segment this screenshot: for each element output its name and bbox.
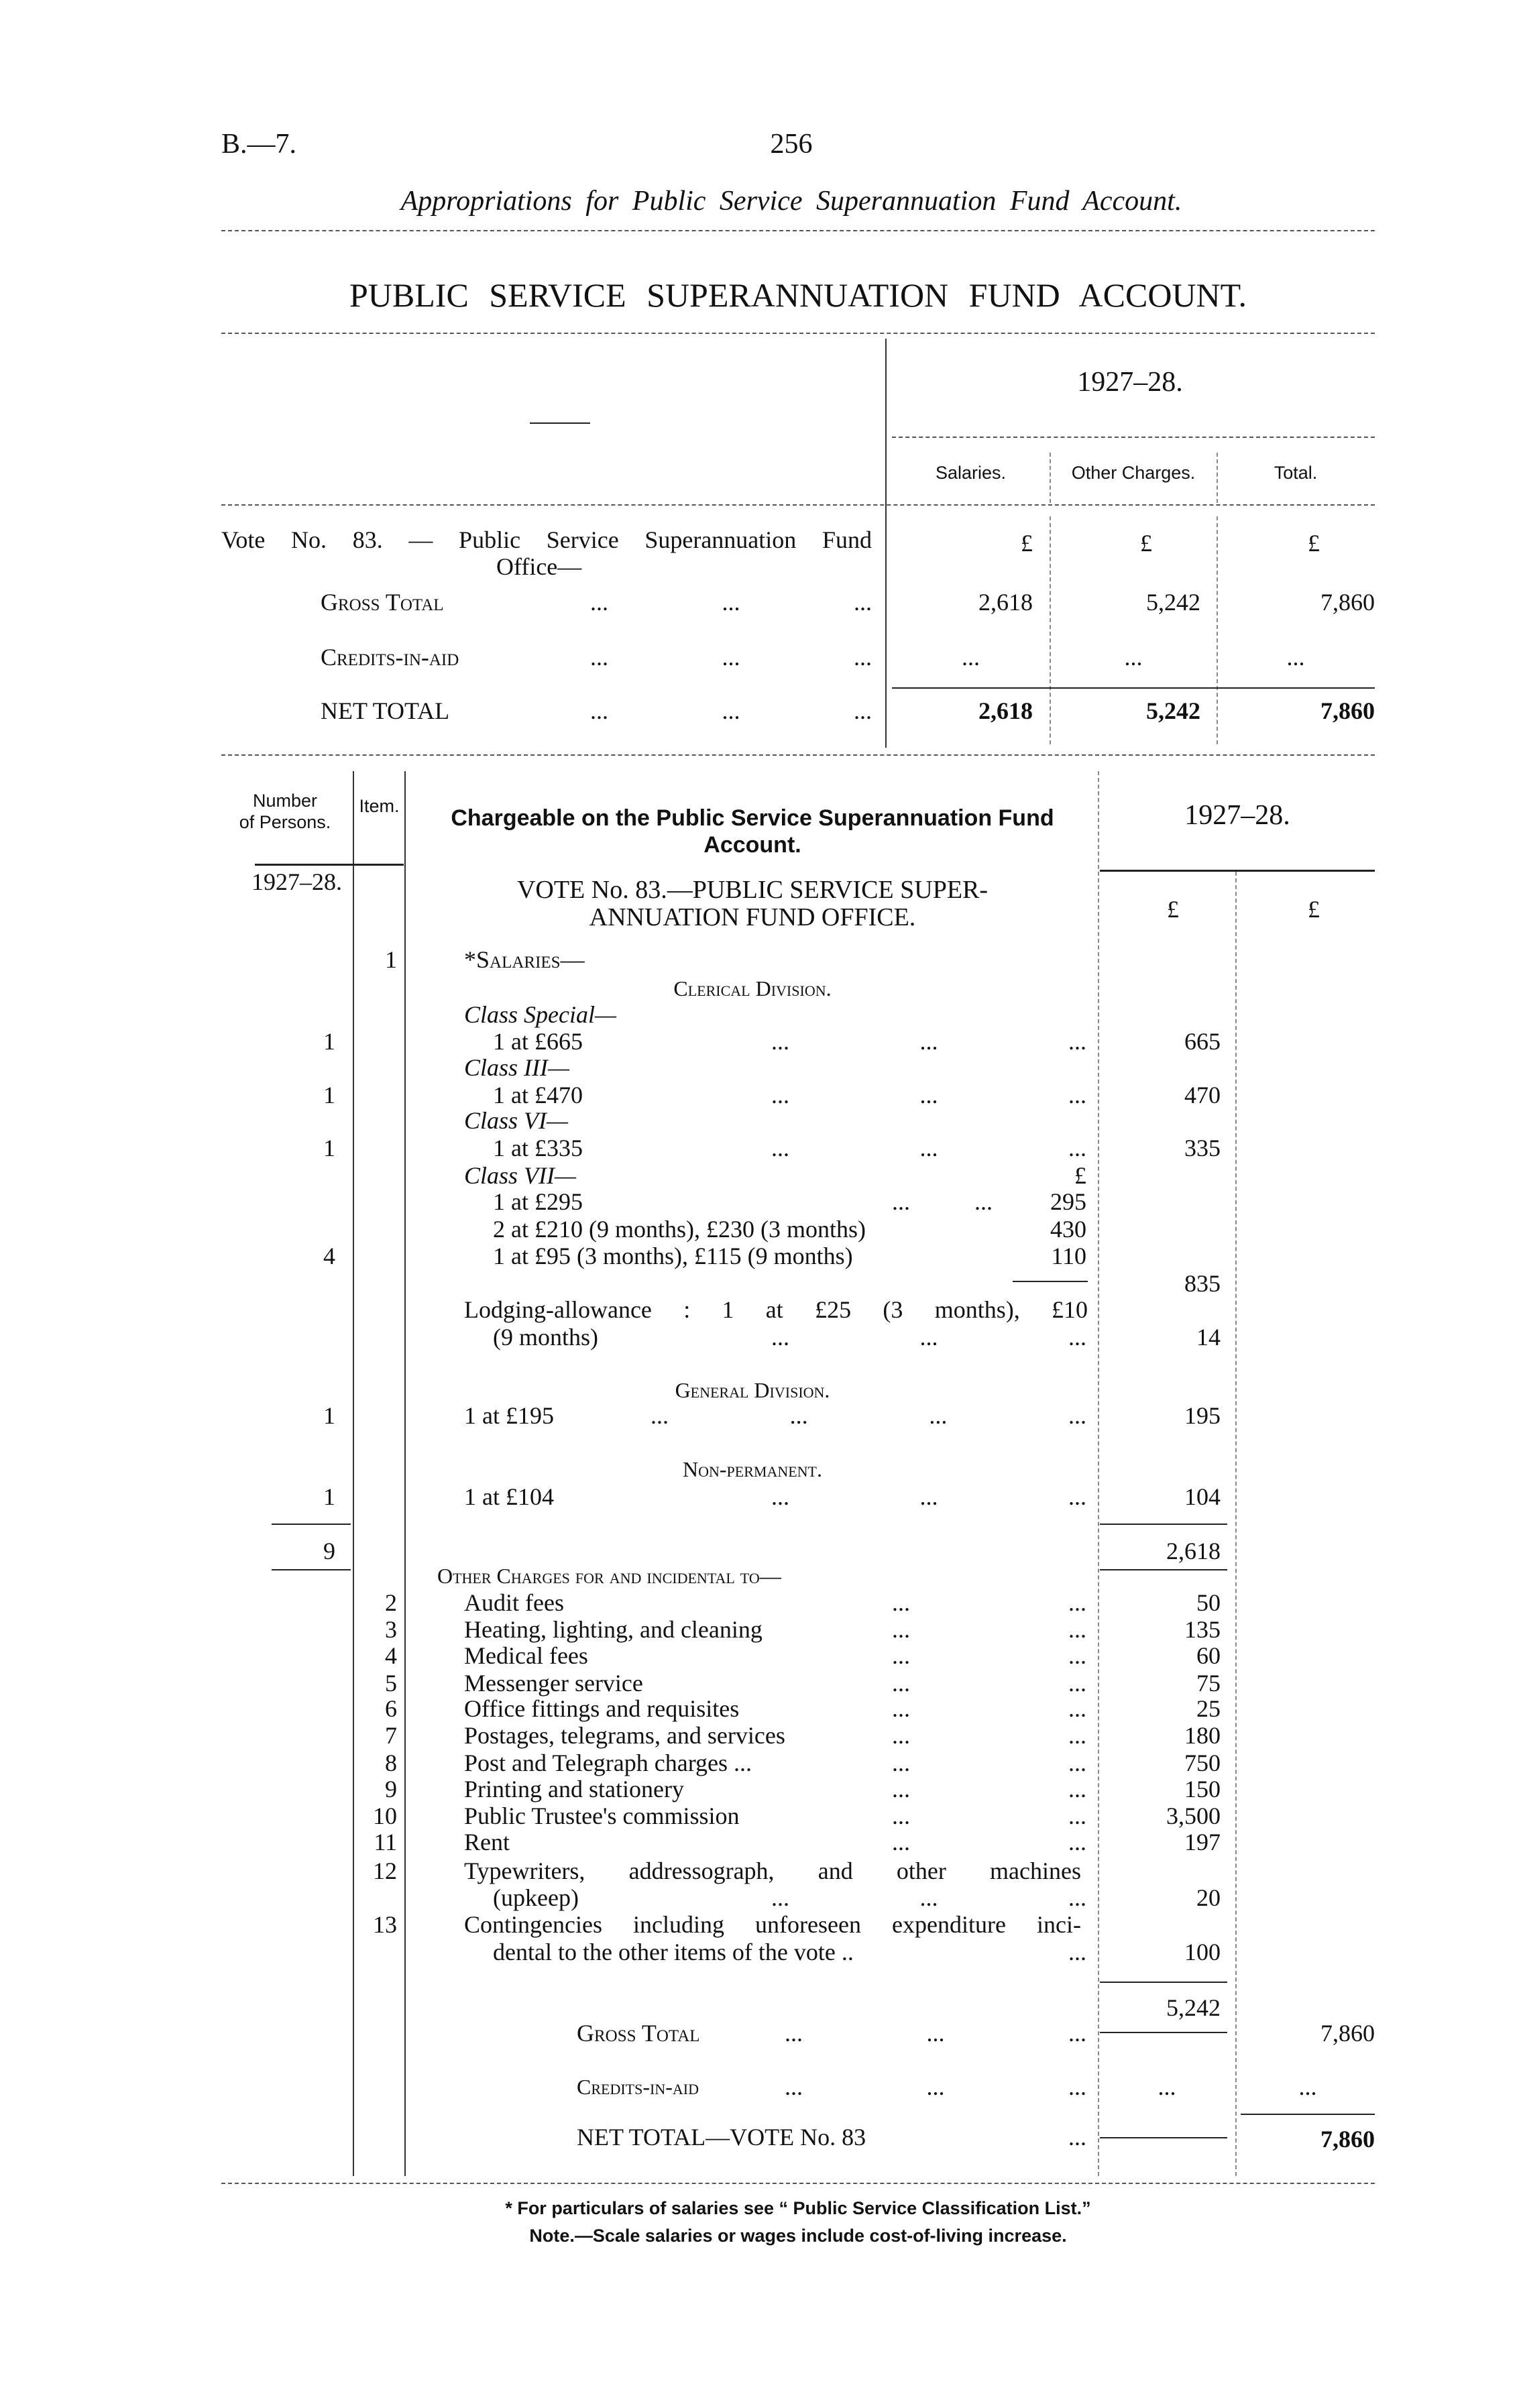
persons-count: 4 — [323, 1243, 335, 1269]
other-charge-label-cont: (upkeep) — [493, 1884, 579, 1911]
footnote-note: Note.—Scale salaries or wages include cost-of-living increase. — [529, 2226, 1067, 2246]
other-charge-label: Heating, lighting, and cleaning — [464, 1616, 763, 1643]
salaries-total: 2,618 — [1166, 1538, 1221, 1564]
salary-line: 1 at £95 (3 months), £115 (9 months) — [493, 1243, 853, 1269]
other-charge-label: Public Trustee's commission — [464, 1802, 740, 1829]
other-charge-label: Contingencies including unforeseen expenditure inci- — [464, 1911, 1081, 1938]
amount: 665 — [1184, 1028, 1221, 1055]
item-number: 13 — [373, 1911, 397, 1938]
item-number: 6 — [385, 1695, 397, 1722]
salary-line: 1 at £665 — [493, 1028, 583, 1055]
net-total: 7,860 — [1320, 697, 1375, 724]
dash-mark — [530, 422, 590, 424]
clerical-division-heading: Clerical Division. — [673, 976, 832, 1000]
subtotal-rule — [272, 1524, 351, 1525]
net-total-label: NET TOTAL—VOTE No. 83 — [577, 2124, 866, 2151]
non-permanent-heading: Non-permanent. — [683, 1457, 822, 1481]
sub-amount: 430 — [1050, 1216, 1086, 1243]
amount: 470 — [1184, 1082, 1221, 1108]
leader-dots — [590, 644, 872, 671]
col-header-other-charges: Other Charges. — [1071, 463, 1196, 483]
item-number: 2 — [385, 1589, 397, 1616]
divider — [892, 437, 1375, 438]
item-number: 7 — [385, 1722, 397, 1749]
amount: 135 — [1184, 1616, 1221, 1643]
leader-dots — [892, 1776, 1086, 1802]
salary-line: 1 at £335 — [493, 1135, 583, 1161]
amount: 100 — [1184, 1939, 1221, 1965]
col-header-total: Total. — [1274, 463, 1318, 483]
total-rule — [1241, 2114, 1375, 2115]
item-number: 9 — [385, 1776, 397, 1802]
vote-title-2: ANNUATION FUND OFFICE. — [589, 903, 916, 931]
detail-year: 1927–28. — [1184, 800, 1290, 831]
column-divider — [404, 771, 406, 2176]
column-divider — [1217, 516, 1218, 744]
total-rule — [1100, 2032, 1227, 2033]
leader-dots — [892, 1802, 1086, 1829]
page-heading: PUBLIC SERVICE SUPERANNUATION FUND ACCOUNT. — [349, 276, 1247, 314]
amount: 104 — [1184, 1483, 1221, 1510]
running-title: Appropriations for Public Service Superannuation Fund Account. — [400, 186, 1182, 217]
amount: 60 — [1196, 1642, 1221, 1669]
net-total-label: NET TOTAL — [321, 697, 450, 724]
divider — [221, 230, 1375, 231]
credits-total: ... — [1286, 644, 1305, 671]
credits-label: Credits-in-aid — [321, 644, 459, 671]
credits-col1: ... — [1158, 2073, 1176, 2100]
leader-dots — [892, 1616, 1086, 1643]
total-rule — [272, 1569, 351, 1570]
amount: 75 — [1196, 1670, 1221, 1697]
currency-sub: £ — [1074, 1162, 1086, 1189]
leader-dots — [892, 1589, 1086, 1616]
column-divider — [1098, 771, 1099, 2176]
gross-total: 7,860 — [1320, 2020, 1375, 2047]
salary-line: 1 at £195 — [464, 1402, 554, 1429]
credits-other: ... — [1124, 644, 1143, 671]
divider — [221, 504, 1375, 506]
leader-dots — [993, 2124, 1086, 2151]
other-charge-label: Printing and stationery — [464, 1776, 684, 1802]
currency-salaries: £ — [1021, 530, 1033, 557]
amount: 180 — [1184, 1722, 1221, 1749]
item-number: 11 — [374, 1829, 397, 1855]
amount: 835 — [1184, 1270, 1221, 1297]
col-header-persons: Number — [252, 791, 318, 811]
credits-salaries: ... — [962, 644, 980, 671]
item-number: 4 — [385, 1642, 397, 1669]
amount: 14 — [1196, 1324, 1221, 1351]
leader-dots — [892, 1750, 1086, 1776]
other-charge-label-cont: dental to the other items of the vote .. — [493, 1939, 854, 1965]
amount: 50 — [1196, 1589, 1221, 1616]
subtotal-rule — [1100, 1982, 1227, 1983]
item-number: 3 — [385, 1616, 397, 1643]
leader-dots — [771, 1884, 1086, 1911]
other-charges-heading: Other Charges for and incidental to— — [437, 1564, 781, 1588]
class-heading: Class III— — [464, 1054, 570, 1081]
divider — [221, 333, 1375, 334]
leader-dots — [892, 1670, 1086, 1697]
item-number: 8 — [385, 1750, 397, 1776]
lodging-allowance-cont: (9 months) — [493, 1324, 598, 1351]
gross-total: 7,860 — [1320, 589, 1375, 616]
other-charge-label: Typewriters, addressograph, and other machines — [464, 1857, 1081, 1884]
col-header-description: Chargeable on the Public Service Superannuation Fund — [451, 805, 1054, 831]
item-number: 12 — [373, 1857, 397, 1884]
leader-dots — [771, 1135, 1086, 1161]
leader-dots — [892, 1188, 993, 1215]
credits-label: Credits-in-aid — [577, 2075, 699, 2099]
divider — [221, 754, 1375, 756]
net-salaries: 2,618 — [978, 697, 1033, 724]
page-number: 256 — [770, 129, 813, 160]
sub-amount: 110 — [1051, 1243, 1086, 1269]
amount: 3,500 — [1166, 1802, 1221, 1829]
leader-dots — [771, 1483, 1086, 1510]
net-other: 5,242 — [1146, 697, 1200, 724]
leader-dots — [771, 1324, 1086, 1351]
other-charge-label: Medical fees — [464, 1642, 588, 1669]
item-number: 10 — [373, 1802, 397, 1829]
currency-total: £ — [1308, 530, 1320, 557]
col-header-persons-2: of Persons. — [239, 812, 331, 832]
leader-dots — [651, 1402, 1086, 1429]
sub-amount: 295 — [1050, 1188, 1086, 1215]
class-heading: Class VI— — [464, 1107, 569, 1134]
leader-dots — [892, 1722, 1086, 1749]
other-charges-total: 5,242 — [1166, 1994, 1221, 2021]
total-rule — [1100, 2137, 1227, 2138]
amount: 20 — [1196, 1884, 1221, 1911]
total-rule — [892, 687, 1375, 689]
class-heading: Class VII— — [464, 1162, 577, 1189]
leader-dots — [785, 2020, 1086, 2047]
salaries-heading: *Salaries— — [464, 946, 585, 973]
leader-dots — [892, 1695, 1086, 1722]
amount: 335 — [1184, 1135, 1221, 1161]
persons-count: 1 — [323, 1402, 335, 1429]
divider — [221, 2183, 1375, 2184]
leader-dots — [785, 2073, 1086, 2100]
currency-col2: £ — [1308, 896, 1320, 923]
amount: 195 — [1184, 1402, 1221, 1429]
leader-dots — [771, 1028, 1086, 1055]
class-heading: Class Special— — [464, 1001, 617, 1028]
leader-dots — [590, 697, 872, 724]
salary-line: 2 at £210 (9 months), £230 (3 months) — [493, 1216, 866, 1243]
other-charge-label: Rent — [464, 1829, 510, 1855]
persons-year: 1927–28. — [251, 868, 342, 895]
item-number: 5 — [385, 1670, 397, 1697]
other-charge-label: Messenger service — [464, 1670, 643, 1697]
header-rule — [1100, 870, 1375, 872]
subtotal-rule — [1013, 1281, 1088, 1282]
item-number: 1 — [385, 946, 397, 973]
header-rule — [255, 864, 404, 866]
column-divider — [353, 771, 354, 2176]
col-header-description-2: Account. — [703, 832, 801, 858]
amount: 197 — [1184, 1829, 1221, 1855]
vote-label-cont: Office— — [496, 553, 582, 580]
persons-count: 1 — [323, 1483, 335, 1510]
other-charge-label: Postages, telegrams, and services — [464, 1722, 785, 1749]
column-divider — [1235, 872, 1237, 2176]
footnote-salaries: * For particulars of salaries see “ Public Service Classification List.” — [505, 2198, 1091, 2218]
credits-col2: ... — [1298, 2073, 1317, 2100]
summary-year: 1927–28. — [1077, 367, 1183, 398]
persons-count: 1 — [323, 1082, 335, 1108]
other-charge-label: Post and Telegraph charges ... — [464, 1750, 752, 1776]
other-charge-label: Office fittings and requisites — [464, 1695, 740, 1722]
leader-dots — [892, 1642, 1086, 1669]
leader-dots — [892, 1829, 1086, 1855]
lodging-allowance: Lodging-allowance : 1 at £25 (3 months), £10 — [464, 1296, 1088, 1323]
persons-total: 9 — [323, 1538, 335, 1564]
amount: 25 — [1196, 1695, 1221, 1722]
total-rule — [1100, 1569, 1227, 1570]
gross-salaries: 2,618 — [978, 589, 1033, 616]
vote-label: Vote No. 83. — Public Service Superannuation Fund — [221, 526, 872, 553]
col-header-item: Item. — [359, 796, 400, 816]
subtotal-rule — [1100, 1524, 1227, 1525]
salary-line: 1 at £104 — [464, 1483, 554, 1510]
persons-count: 1 — [323, 1135, 335, 1161]
amount: 150 — [1184, 1776, 1221, 1802]
persons-count: 1 — [323, 1028, 335, 1055]
leader-dots — [590, 589, 872, 616]
other-charge-label: Audit fees — [464, 1589, 564, 1616]
col-header-salaries: Salaries. — [935, 463, 1007, 483]
column-divider — [1050, 516, 1051, 744]
gross-total-label: Gross Total — [577, 2020, 700, 2047]
vote-title: VOTE No. 83.—PUBLIC SERVICE SUPER- — [516, 876, 989, 904]
currency-other: £ — [1140, 530, 1152, 557]
salary-line: 1 at £295 — [493, 1188, 583, 1215]
gross-other: 5,242 — [1146, 589, 1200, 616]
column-divider — [885, 339, 887, 748]
salary-line: 1 at £470 — [493, 1082, 583, 1108]
amount: 750 — [1184, 1750, 1221, 1776]
leader-dots — [771, 1082, 1086, 1108]
gross-total-label: Gross Total — [321, 589, 444, 616]
general-division-heading: General Division. — [675, 1378, 830, 1402]
net-total: 7,860 — [1320, 2126, 1375, 2153]
leader-dots — [993, 1939, 1086, 1965]
currency-col1: £ — [1167, 896, 1179, 923]
document-code: B.—7. — [221, 129, 297, 160]
